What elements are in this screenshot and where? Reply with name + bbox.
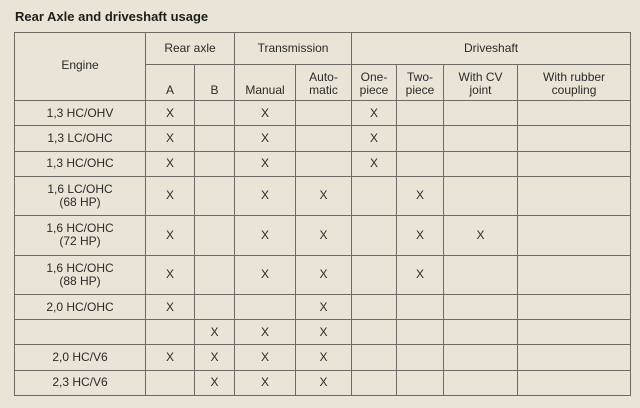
usage-cell: X	[397, 255, 444, 294]
usage-cell	[518, 320, 631, 345]
table-row	[15, 216, 631, 255]
usage-cell	[195, 151, 235, 176]
rear-axle-b-header: B	[195, 65, 235, 101]
usage-cell: X	[235, 216, 296, 255]
rubber-coupling-header: With rubber coupling	[518, 65, 631, 101]
usage-cell	[352, 176, 397, 215]
usage-cell: X	[296, 345, 352, 370]
usage-cell: X	[195, 320, 235, 345]
one-piece-header: One- piece	[352, 65, 397, 101]
usage-cell: X	[352, 101, 397, 126]
usage-cell	[146, 320, 195, 345]
usage-cell: X	[146, 151, 195, 176]
usage-cell	[444, 151, 518, 176]
usage-cell: X	[146, 176, 195, 215]
engine-cell: 2,0 HC/V6	[15, 345, 146, 370]
usage-cell	[397, 151, 444, 176]
usage-cell: X	[235, 176, 296, 215]
driveshaft-header: Driveshaft	[352, 33, 631, 65]
usage-cell	[195, 216, 235, 255]
usage-cell: X	[352, 126, 397, 151]
usage-cell	[518, 151, 631, 176]
usage-cell	[444, 294, 518, 319]
engine-header: Engine	[15, 33, 146, 101]
usage-cell: X	[296, 216, 352, 255]
engine-cell: 2,3 HC/V6	[15, 370, 146, 395]
usage-cell	[518, 101, 631, 126]
usage-cell	[397, 320, 444, 345]
usage-cell: X	[146, 216, 195, 255]
usage-cell: X	[146, 101, 195, 126]
usage-cell	[518, 126, 631, 151]
usage-cell: X	[146, 345, 195, 370]
usage-cell: X	[146, 126, 195, 151]
usage-cell: X	[296, 370, 352, 395]
usage-cell	[397, 345, 444, 370]
usage-cell	[352, 345, 397, 370]
table-row	[15, 101, 631, 126]
usage-cell	[195, 176, 235, 215]
usage-cell	[397, 294, 444, 319]
usage-cell	[518, 176, 631, 215]
rear-axle-header: Rear axle	[146, 33, 235, 65]
usage-cell	[235, 294, 296, 319]
usage-cell	[444, 345, 518, 370]
usage-cell: X	[235, 151, 296, 176]
usage-cell	[444, 370, 518, 395]
usage-cell: X	[235, 345, 296, 370]
usage-cell	[397, 101, 444, 126]
usage-cell: X	[235, 126, 296, 151]
usage-cell: X	[235, 320, 296, 345]
usage-cell	[195, 101, 235, 126]
usage-cell	[146, 370, 195, 395]
usage-cell	[352, 320, 397, 345]
usage-cell	[444, 176, 518, 215]
usage-cell	[195, 294, 235, 319]
table-row	[15, 255, 631, 294]
usage-cell: X	[235, 255, 296, 294]
usage-cell	[352, 255, 397, 294]
usage-cell	[518, 255, 631, 294]
automatic-header: Auto- matic	[296, 65, 352, 101]
usage-cell: X	[146, 255, 195, 294]
usage-cell	[518, 345, 631, 370]
usage-table	[14, 32, 631, 396]
usage-cell	[397, 370, 444, 395]
cv-joint-header: With CV joint	[444, 65, 518, 101]
engine-cell: 1,6 HC/OHC (88 HP)	[15, 255, 146, 294]
table-row	[15, 294, 631, 319]
engine-cell: 1,3 LC/OHC	[15, 126, 146, 151]
usage-cell: X	[296, 294, 352, 319]
page-title: Rear Axle and driveshaft usage	[15, 9, 209, 24]
table-row	[15, 176, 631, 215]
engine-cell: 2,0 HC/OHC	[15, 294, 146, 319]
usage-cell: X	[195, 370, 235, 395]
table-body	[15, 101, 631, 396]
usage-cell	[296, 101, 352, 126]
usage-cell	[444, 101, 518, 126]
engine-cell: 1,6 HC/OHC (72 HP)	[15, 216, 146, 255]
table-row	[15, 345, 631, 370]
usage-cell	[518, 294, 631, 319]
usage-cell	[352, 216, 397, 255]
rear-axle-a-header: A	[146, 65, 195, 101]
usage-cell	[352, 370, 397, 395]
transmission-header: Transmission	[235, 33, 352, 65]
table-row	[15, 320, 631, 345]
usage-cell	[296, 151, 352, 176]
table-row	[15, 151, 631, 176]
usage-cell	[518, 370, 631, 395]
usage-cell: X	[397, 216, 444, 255]
usage-cell: X	[235, 370, 296, 395]
usage-cell	[397, 126, 444, 151]
engine-cell: 1,3 HC/OHC	[15, 151, 146, 176]
table-row	[15, 370, 631, 395]
engine-cell	[15, 320, 146, 345]
usage-cell	[352, 294, 397, 319]
usage-cell: X	[146, 294, 195, 319]
usage-cell: X	[397, 176, 444, 215]
table-row	[15, 126, 631, 151]
engine-cell: 1,3 HC/OHV	[15, 101, 146, 126]
manual-header: Manual	[235, 65, 296, 101]
engine-cell: 1,6 LC/OHC (68 HP)	[15, 176, 146, 215]
two-piece-header: Two- piece	[397, 65, 444, 101]
usage-cell	[296, 126, 352, 151]
usage-cell: X	[444, 216, 518, 255]
usage-cell	[444, 320, 518, 345]
usage-cell	[444, 126, 518, 151]
usage-cell	[444, 255, 518, 294]
usage-cell: X	[296, 176, 352, 215]
usage-cell	[518, 216, 631, 255]
usage-cell: X	[296, 255, 352, 294]
usage-cell	[195, 126, 235, 151]
usage-cell: X	[296, 320, 352, 345]
usage-cell	[195, 255, 235, 294]
usage-cell: X	[195, 345, 235, 370]
usage-cell: X	[352, 151, 397, 176]
usage-cell: X	[235, 101, 296, 126]
